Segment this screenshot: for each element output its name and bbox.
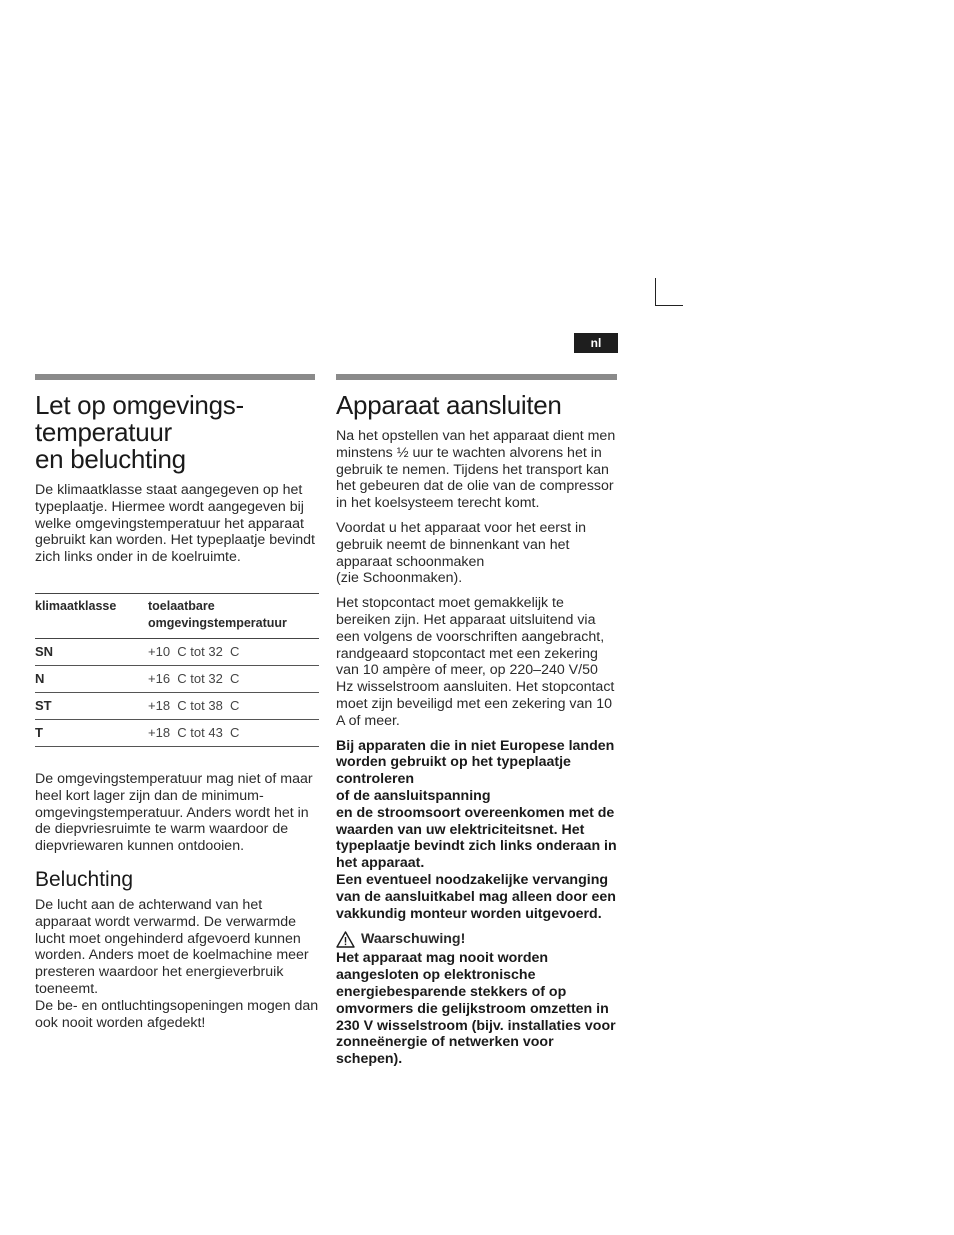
- intro-paragraph: De klimaatklasse staat aangegeven op het typeplaatje. Hiermee wordt aangegeven bij welke omgevingstemperatuur het apparaat gebruikt kan worden. Het typeplaatje bevindt zich links onder in de koelruimte.: [35, 482, 315, 566]
- column-header-class: klimaatklasse: [35, 593, 138, 638]
- warning-triangle-icon: [336, 931, 355, 948]
- paragraph-cleaning: Voordat u het apparaat voor het eerst in gebruik neemt de binnenkant van het apparaat schoonmaken (zie Schoonmaken).: [336, 519, 587, 587]
- section-rule: [35, 374, 315, 380]
- climate-class-cell: SN: [35, 638, 138, 665]
- climate-class-cell: N: [35, 665, 138, 692]
- table-row: [35, 638, 319, 665]
- right-column: [336, 374, 617, 1076]
- language-tab: nl: [574, 333, 618, 353]
- table-header-row: [35, 593, 319, 638]
- temperature-range-cell: +16 C tot 32 C: [138, 665, 319, 692]
- section-heading-ambient: Let op omgevings- temperatuur en beluchting: [35, 390, 244, 474]
- paragraph-socket: Het stopcontact moet gemakkelijk te bereiken zijn. Het apparaat uitsluitend via een volgens de voorschriften aangebracht, randgeaard stopcontact met een zekering van 10 ampère of meer, op 220–240 V/50 Hz wisselstroom aansluiten. Het stopcontact moet zijn beveiligd met een zekering van 10 A of meer.: [336, 595, 615, 729]
- table-row: [35, 692, 319, 719]
- crop-mark: [655, 278, 683, 306]
- warning-label: Waarschuwing!: [361, 931, 466, 948]
- ventilation-paragraph: De lucht aan de achterwand van het apparaat wordt verwarmd. De verwarmde lucht moet ongehinderd afgevoerd kunnen worden. Anders moet de koelmachine meer presteren waardoor het energieverbruik toeneemt. De be- en ontluchtingsopeningen mogen dan ook nooit worden afgedekt!: [35, 896, 319, 1031]
- column-header-temperature: toelaatbare omgevingstemperatuur: [138, 593, 319, 638]
- warning-line: [336, 930, 617, 948]
- temperature-range-cell: +18 C tot 43 C: [138, 719, 319, 746]
- table-row: [35, 665, 319, 692]
- section-rule: [336, 374, 617, 380]
- paragraph-warning: Het apparaat mag nooit worden aangesloten op elektronische energiebesparende stekkers of op omvormers die gelijkstroom omzetten in 230 V wisselstroom (bijv. installaties voor zonneënergie of netwerken voor schepen).: [336, 950, 616, 1068]
- paragraph-waiting: Na het opstellen van het apparaat dient men minstens ½ uur te wachten alvorens het in gebruik te nemen. Tijdens het transport kan het gebeuren dat de olie van de compressor in het koelsysteem terecht komt.: [336, 428, 616, 512]
- table-row: [35, 719, 319, 746]
- climate-class-cell: ST: [35, 692, 138, 719]
- paragraph-non-european: Bij apparaten die in niet Europese landen worden gebruikt op het typeplaatje controleren of de aansluitspanning en de stroomsoort overeenkomen met de waarden van uw elektriciteitsnet. Het typeplaatje bevindt zich links onderaan in het apparaat. Een eventueel noodzakelijke vervanging van de aansluitkabel mag alleen door een vakkundig monteur worden uitgevoerd.: [336, 737, 617, 922]
- temperature-range-cell: +18 C tot 38 C: [138, 692, 319, 719]
- minimum-temperature-paragraph: De omgevingstemperatuur mag niet of maar heel kort lager zijn dan de minimum-omgevingstemperatuur. Anders wordt het in de diepvriesruimte te warm waardoor de diepvriewaren kunnen ontdooien.: [35, 770, 313, 855]
- temperature-range-cell: +10 C tot 32 C: [138, 638, 319, 665]
- subheading-ventilation: Beluchting: [35, 867, 134, 891]
- climate-class-table: [35, 593, 319, 747]
- left-column: [35, 374, 319, 1039]
- climate-class-cell: T: [35, 719, 138, 746]
- section-heading-connect: Apparaat aansluiten: [336, 390, 562, 420]
